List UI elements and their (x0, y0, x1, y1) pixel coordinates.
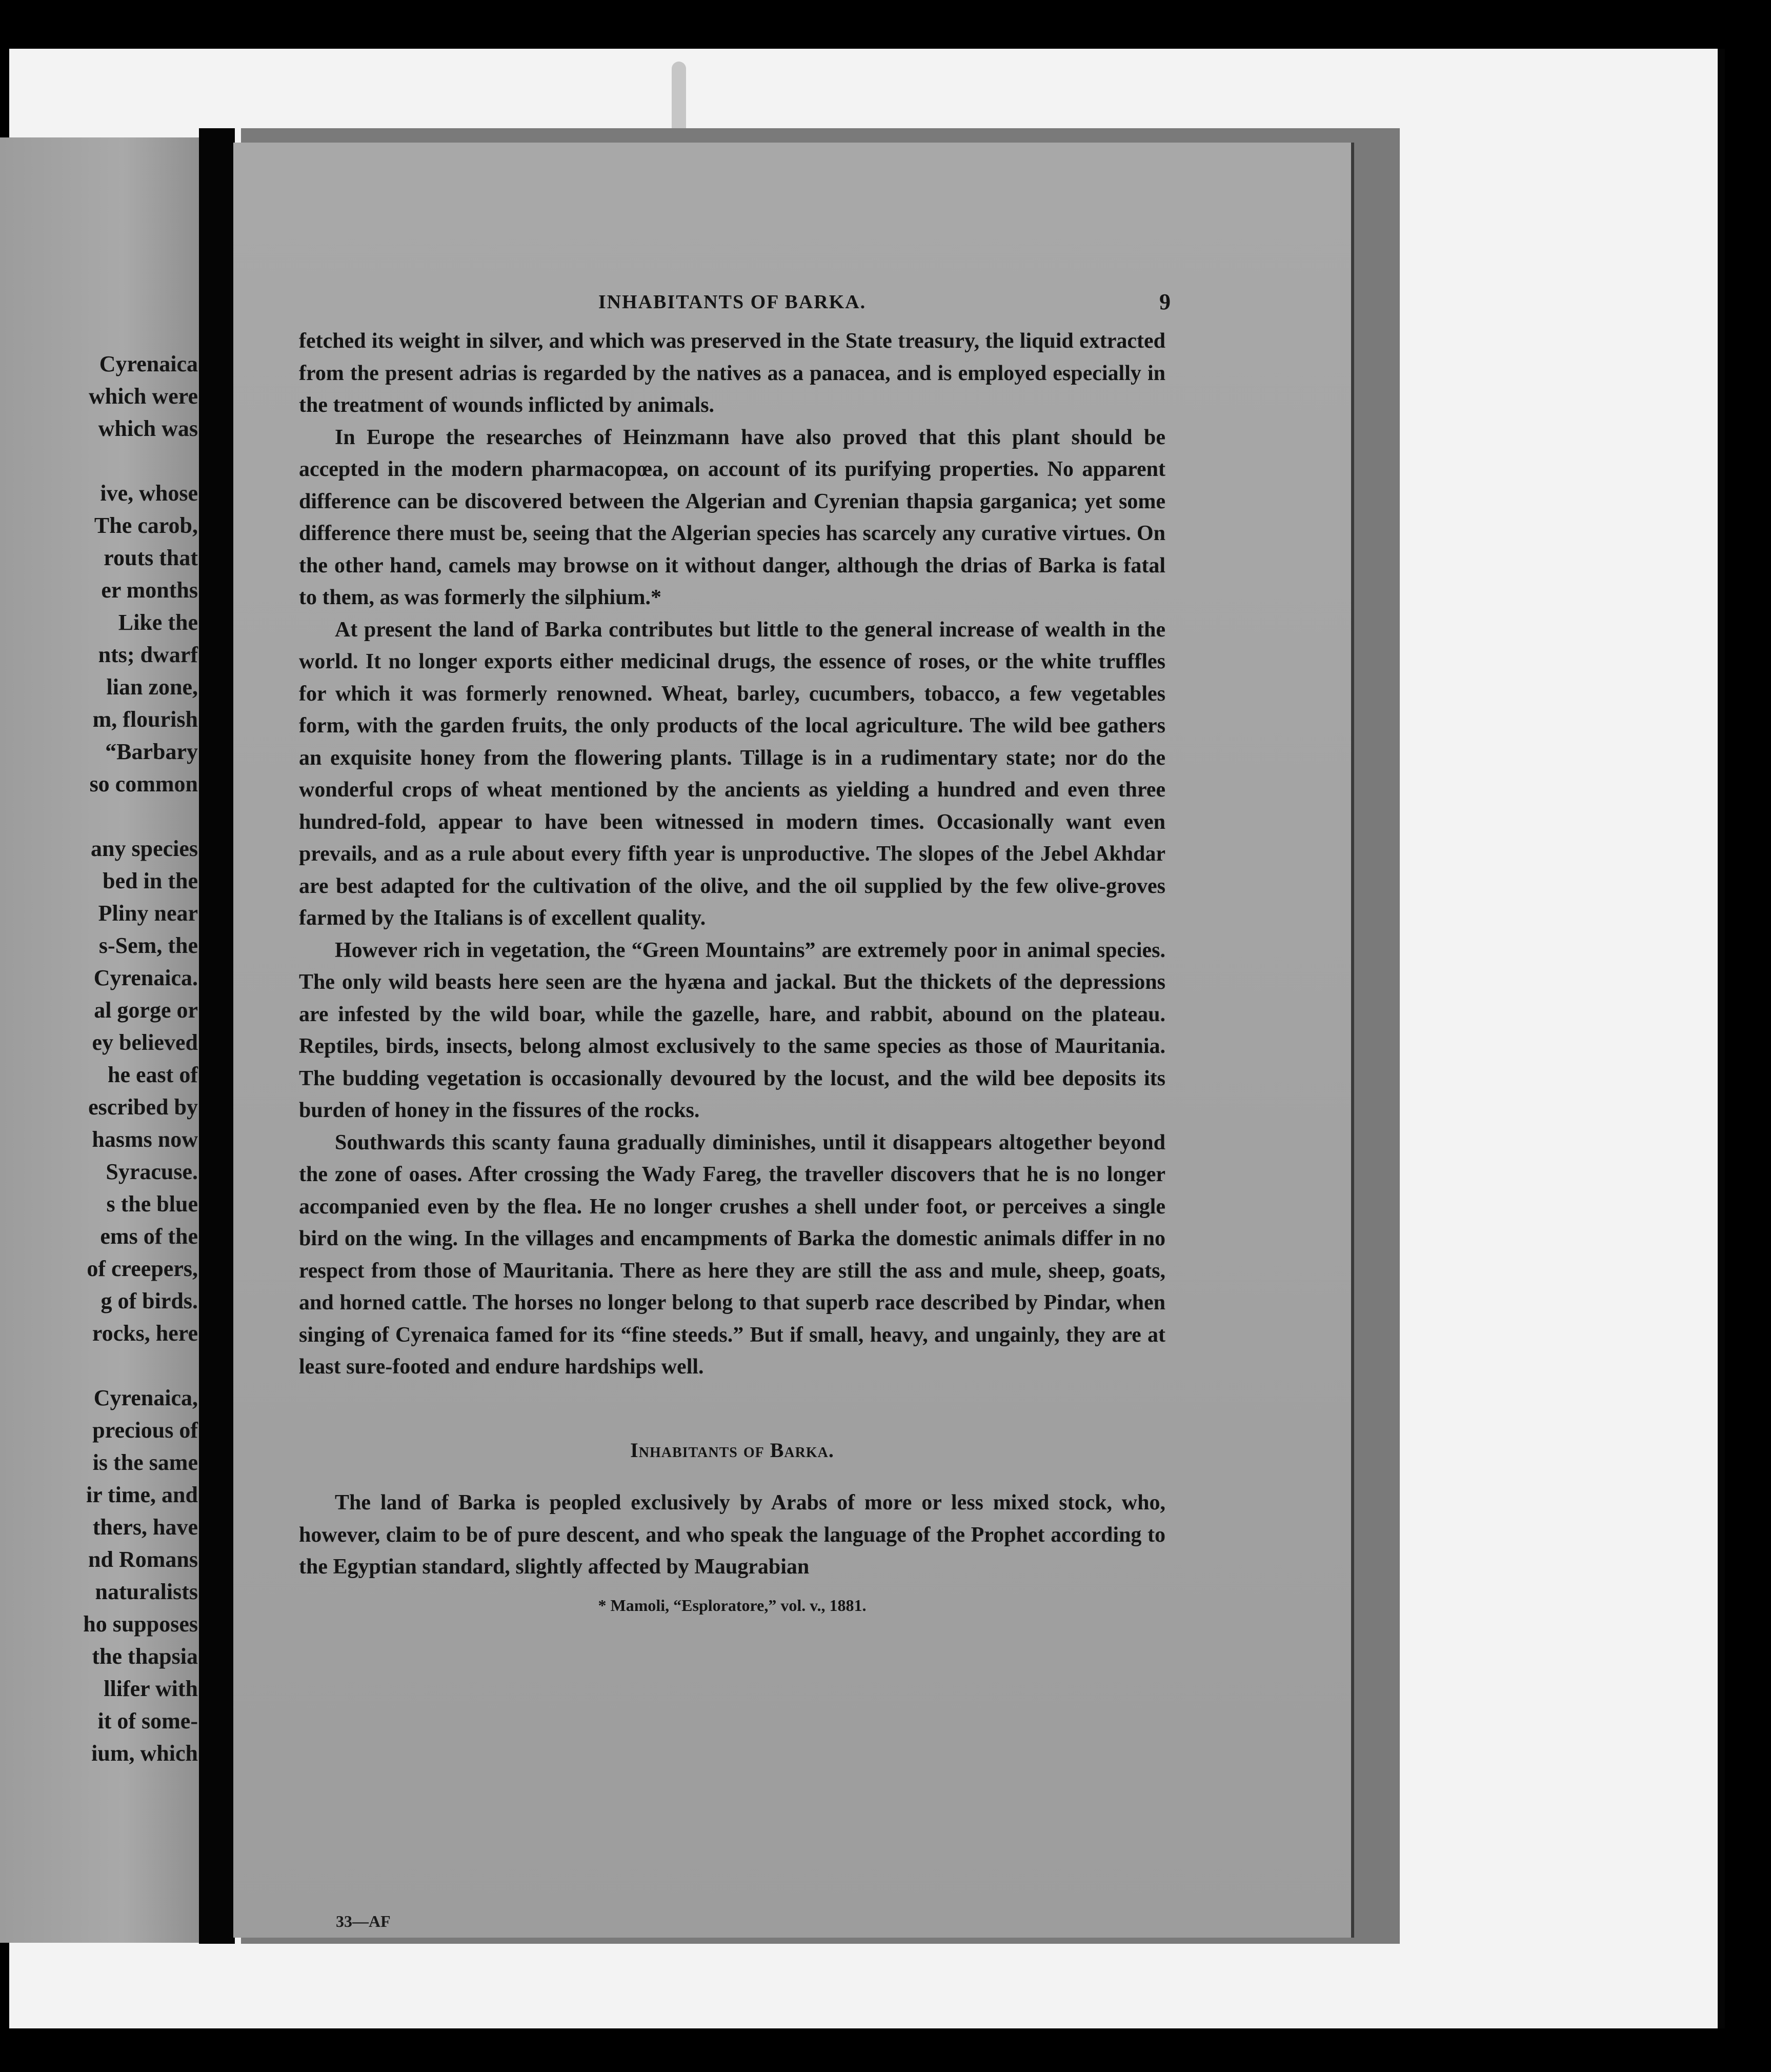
left-page-line: he east of (108, 1062, 198, 1087)
left-page-line: so common (89, 771, 198, 796)
left-page-line: ey believed (92, 1030, 198, 1055)
section-heading: Inhabitants of Barka. (630, 1438, 834, 1462)
book-gutter (199, 128, 235, 1944)
running-head (299, 286, 1172, 317)
left-page-line: routs that (104, 545, 198, 570)
left-page-line: ems of the (100, 1224, 198, 1249)
left-page-line: Cyrenaica, (93, 1385, 198, 1410)
paragraph: At present the land of Barka contributes but little to the general increase of wealth in the world. It no longer exports either medicinal drugs, the essence of roses, or the white truffles for which it was formerly renowned. Wheat, barley, cucumbers, tobacco, a few vegetables form, with the garden fruits, the only products of the local agriculture. The wild bee gathers an exquisite honey from the flowering plants. Tillage is in a rudimentary state; nor do the wonderful crops of wheat mentioned by the ancients as yielding a hundred and even three hundred-fold, appear to have been witnessed in modern times. Occasionally want even prevails, and as a rule about every fifth year is unproductive. The slopes of the Jebel Akhdar are best adapted for the cultivation of the olive, and the oil supplied by the few olive-groves farmed by the Italians is of excellent quality. (299, 617, 1165, 930)
left-page-line: Cyrenaica (99, 351, 198, 376)
left-page-line: m, flourish (92, 707, 198, 732)
left-page-line: nts; dwarf (98, 642, 198, 667)
left-page-line: Like the (118, 610, 198, 635)
left-page-line: lian zone, (106, 674, 198, 700)
left-page-line: al gorge or (94, 998, 198, 1023)
left-page-line: “Barbary (105, 739, 198, 764)
paragraph: However rich in vegetation, the “Green Mountains” are extremely poor in animal species. The only wild beasts here seen are the hyæna and jackal. But the thickets of the depressions are infested by the wild boar, while the gazelle, hare, and rabbit, abound on the plateau. Reptiles, birds, insects, belong almost exclusively to the same species as those of Mauritania. The budding vegetation is occasionally devoured by the locust, and the wild bee deposits its burden of honey in the fissures of the rocks. (299, 938, 1165, 1122)
left-page-line: Cyrenaica. (93, 965, 198, 990)
paragraph: The land of Barka is peopled exclusively by Arabs of more or less mixed stock, who, however, claim to be of pure descent, and who speak the language of the Prophet according to the Egyptian standard, slightly affected by Maugrabian (299, 1491, 1165, 1579)
left-page-line: ir time, and (86, 1482, 198, 1507)
right-page (233, 143, 1354, 1938)
left-page-line: Syracuse. (106, 1159, 198, 1184)
paragraph: Southwards this scanty fauna gradually diminishes, until it disappears altogether beyond the zone of oases. After crossing the Wady Fareg, the traveller discovers that he is no longer accompanied even by the flea. He no longer crushes a shell under foot, or perceives a single bird on the wing. In the villages and encampments of Barka the domestic animals differ in no respect from those of Mauritania. There as here they are still the ass and mule, sheep, goats, and horned cattle. The horses no longer belong to that superb race described by Pindar, when singing of Cyrenaica famed for its “fine steeds.” But if small, heavy, and ungainly, they are at least sure-footed and endure hardships well. (299, 1130, 1165, 1379)
signature-mark: 33—AF (336, 1912, 391, 1930)
left-page-text (3, 348, 198, 1769)
left-page-line: which were (88, 384, 198, 409)
left-page-gap (3, 445, 198, 477)
left-page-line: bed in the (103, 868, 198, 893)
left-page-line: s-Sem, the (98, 933, 198, 958)
left-page-line: g of birds. (100, 1288, 198, 1313)
left-page-line: it of some- (97, 1708, 198, 1734)
left-page-line: The carob, (94, 513, 198, 538)
left-page-line: rocks, here (92, 1321, 198, 1346)
running-head-title: INHABITANTS OF BARKA. (598, 291, 867, 313)
left-page-gap (3, 800, 198, 832)
left-page-line: Pliny near (98, 901, 198, 926)
page-number: 9 (1159, 289, 1172, 314)
left-page-line: llifer with (104, 1676, 198, 1701)
left-page-gap (3, 1349, 198, 1382)
left-page-line: nd Romans (88, 1547, 198, 1572)
left-page-line: thers, have (92, 1515, 198, 1540)
left-page-line: of creepers, (87, 1256, 198, 1281)
scan-border (1718, 49, 1725, 2028)
left-page-line: is the same (92, 1450, 198, 1475)
page-text (299, 289, 1172, 1621)
left-page-line: er months (101, 577, 198, 603)
left-page-line: precious of (92, 1418, 198, 1443)
left-page-line: escribed by (88, 1094, 198, 1120)
left-page-line: hasms now (92, 1127, 198, 1152)
left-page-line: ium, which (91, 1741, 198, 1766)
left-page (0, 137, 205, 1943)
left-page-line: the thapsia (92, 1644, 198, 1669)
left-page-line: ive, whose (100, 481, 198, 506)
left-page-line: any species (91, 836, 198, 861)
left-page-line: s the blue (106, 1191, 198, 1217)
footnote: * Mamoli, “Esploratore,” vol. v., 1881. (598, 1596, 867, 1615)
left-page-line: ho supposes (83, 1611, 198, 1637)
paragraph: fetched its weight in silver, and which was preserved in the State treasury, the liquid extracted from the present adrias is regarded by the natives as a panacea, and is employed especially in the treatment of wounds inflicted by animals. (299, 329, 1165, 417)
left-page-line: which was (98, 416, 198, 441)
paragraph: In Europe the researches of Heinzmann have also proved that this plant should be accepted in the modern pharmacopœa, on account of its purifying properties. No apparent difference can be discovered between the Algerian and Cyrenian thapsia garganica; yet some difference there must be, seeing that the Algerian species has scarcely any curative virtues. On the other hand, camels may browse on it without danger, although the drias of Barka is fatal to them, as was formerly the silphium.* (299, 425, 1165, 609)
left-page-line: naturalists (95, 1579, 198, 1604)
